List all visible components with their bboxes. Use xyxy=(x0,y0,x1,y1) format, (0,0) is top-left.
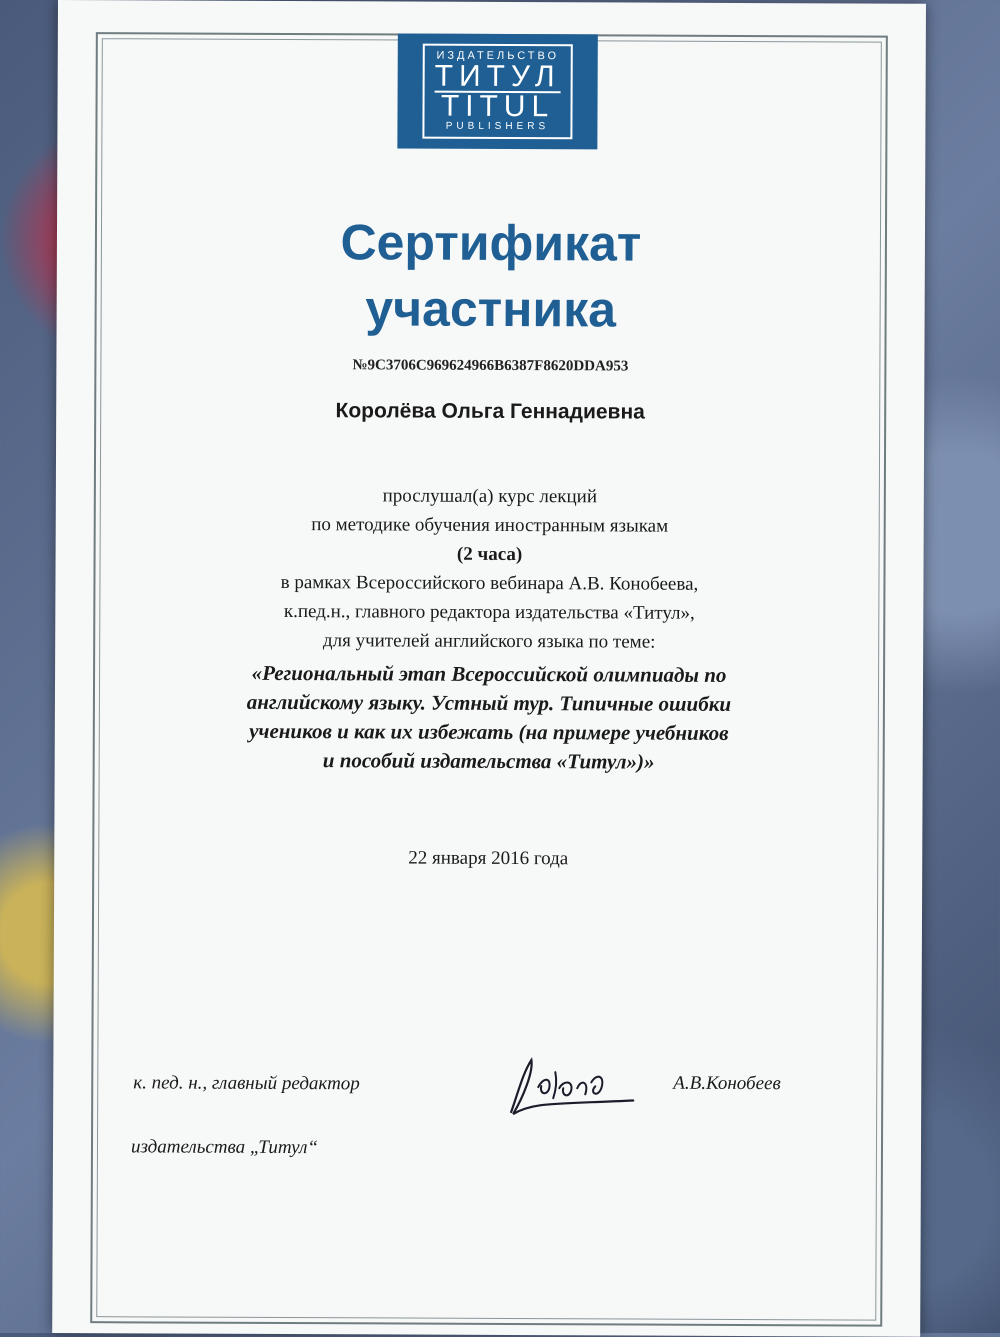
logo-bottom-text: PUBLISHERS xyxy=(445,120,550,133)
topic-line-3: учеников и как их избежать (на примере учебников xyxy=(249,718,729,745)
publisher-logo xyxy=(397,33,597,149)
logo-top-text: ИЗДАТЕЛЬСТВО xyxy=(436,49,560,63)
body-line-6: для учителей английского языка по теме: xyxy=(322,630,656,653)
logo-box xyxy=(422,44,572,140)
participant-name: Королёва Ольга Геннадиевна xyxy=(335,399,645,424)
body-line-5: к.пед.н., главного редактора издательства «Титул», xyxy=(283,600,695,624)
lecture-topic xyxy=(115,658,863,777)
body-line-2: по методике обучения иностранным языкам xyxy=(311,514,669,537)
body-line-4: в рамках Всероссийского вебинара А.В. Конобеева, xyxy=(280,571,699,595)
topic-line-4: и пособий издательства «Титул»)» xyxy=(322,748,655,774)
certificate-body xyxy=(55,480,924,658)
topic-line-1: «Региональный этап Всероссийской олимпиады по xyxy=(251,660,727,687)
certificate-title xyxy=(57,208,926,344)
certificate-sheet xyxy=(52,0,926,1337)
logo-name-en: TITUL xyxy=(440,89,555,124)
body-line-1: прослушал(а) курс лекций xyxy=(382,485,598,508)
signer-name: А.В.Конобеев xyxy=(673,1072,781,1095)
logo-name-ru: ТИТУЛ xyxy=(434,59,561,94)
certificate-date: 22 января 2016 года xyxy=(408,847,569,870)
handwritten-signature xyxy=(493,1042,643,1123)
title-line-1: Сертификат xyxy=(340,214,642,272)
topic-line-2: английскому языку. Устный тур. Типичные ошибки xyxy=(246,689,732,716)
certificate-number: №9C3706C969624966B6387F8620DDA953 xyxy=(352,357,629,375)
body-line-3: (2 часа) xyxy=(456,543,523,566)
title-line-2: участника xyxy=(365,280,617,338)
signer-role-line-1: к. пед. н., главный редактор xyxy=(133,1072,360,1095)
signer-role-line-2: издательства „Титул“ xyxy=(130,1136,319,1159)
